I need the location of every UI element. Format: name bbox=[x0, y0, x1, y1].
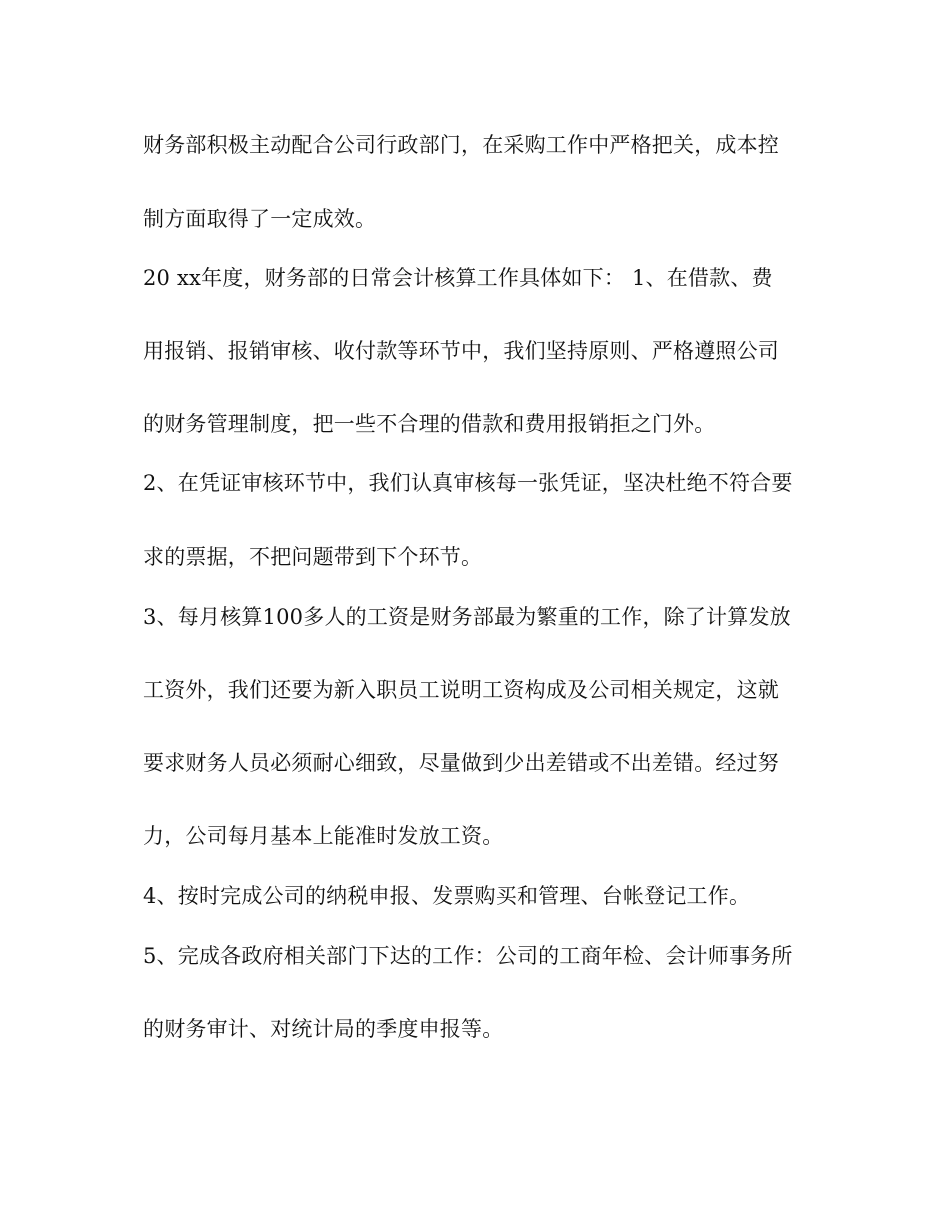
paragraph-line: 的财务管理制度，把一些不合理的借款和费用报销拒之门外。 bbox=[143, 412, 716, 436]
paragraph-line: 的财务审计、对统计局的季度申报等。 bbox=[143, 1017, 504, 1041]
paragraph-line: 求的票据，不把问题带到下个环节。 bbox=[143, 545, 483, 569]
paragraph-line: 制方面取得了一定成效。 bbox=[143, 207, 377, 231]
paragraph-line: 5、完成各政府相关部门下达的工作：公司的工商年检、会计师事务所 bbox=[143, 944, 793, 968]
paragraph-line: 工资外，我们还要为新入职员工说明工资构成及公司相关规定，这就 bbox=[143, 678, 779, 702]
paragraph-line: 力，公司每月基本上能准时发放工资。 bbox=[143, 824, 504, 848]
paragraph-line: 4、按时完成公司的纳税申报、发票购买和管理、台帐登记工作。 bbox=[143, 884, 751, 908]
paragraph-line: 2、在凭证审核环节中，我们认真审核每一张凭证，坚决杜绝不符合要 bbox=[143, 471, 793, 495]
paragraph-line: 3、每月核算100多人的工资是财务部最为繁重的工作，除了计算发放 bbox=[143, 605, 791, 629]
paragraph-line: 用报销、报销审核、收付款等环节中，我们坚持原则、严格遵照公司 bbox=[143, 339, 779, 363]
paragraph-line: 20 xx年度，财务部的日常会计核算工作具体如下： 1、在借款、费 bbox=[143, 266, 773, 290]
paragraph-line: 要求财务人员必须耐心细致，尽量做到少出差错或不出差错。经过努 bbox=[143, 751, 779, 775]
paragraph-line: 财务部积极主动配合公司行政部门，在采购工作中严格把关，成本控 bbox=[143, 133, 779, 157]
